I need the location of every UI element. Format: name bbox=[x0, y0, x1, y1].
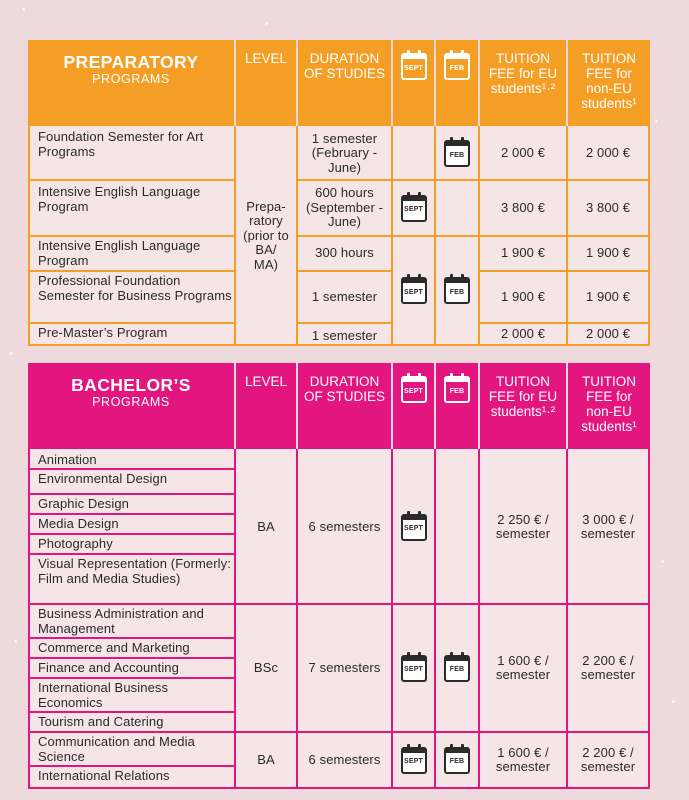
fee-non-eu-value: 2 000 € bbox=[585, 145, 631, 161]
column-header-sept bbox=[393, 363, 434, 449]
bachelors-title-cell bbox=[28, 363, 234, 449]
column-header-fee-non-eu: TUITION FEE for non-EU students¹ bbox=[568, 363, 650, 449]
preparatory-subtitle: PROGRAMS bbox=[92, 72, 170, 86]
calendar-sept-icon: SEPT bbox=[401, 195, 427, 222]
program-name: International Business Economics bbox=[38, 680, 169, 710]
program-name: Finance and Accounting bbox=[38, 660, 179, 675]
calendar-feb-icon: FEB bbox=[444, 655, 470, 682]
column-header-level: LEVEL bbox=[236, 363, 296, 449]
fee-non-eu-value: 3 000 € / semester bbox=[580, 511, 636, 541]
duration-value: 1 semester bbox=[311, 288, 378, 304]
calendar-feb-icon: FEB bbox=[444, 376, 470, 403]
program-name: Intensive English Language Program bbox=[38, 238, 201, 268]
fee-eu-value: 1 600 € / semester bbox=[495, 744, 551, 774]
program-name: Media Design bbox=[38, 516, 119, 531]
program-name: Professional Foundation Semester for Business Programs bbox=[38, 273, 232, 303]
calendar-sept-icon: SEPT bbox=[401, 514, 427, 541]
fee-eu-value: 2 250 € / semester bbox=[495, 511, 551, 541]
calendar-sept-icon: SEPT bbox=[401, 53, 427, 80]
program-name: Foundation Semester for Art Programs bbox=[38, 129, 204, 159]
fee-eu-value: 2 000 € bbox=[500, 145, 546, 161]
preparatory-programs-table bbox=[28, 40, 650, 346]
background-speck bbox=[22, 8, 25, 11]
bachelors-programs-table bbox=[28, 363, 650, 789]
fee-non-eu-value: 1 900 € bbox=[585, 288, 631, 304]
column-header-duration: DURATION OF STUDIES bbox=[298, 40, 391, 126]
background-speck bbox=[10, 352, 13, 355]
column-header-feb bbox=[436, 40, 478, 126]
calendar-feb-icon: FEB bbox=[444, 747, 470, 774]
sept-start-mark bbox=[393, 605, 434, 731]
calendar-sept-icon: SEPT bbox=[401, 277, 427, 304]
level-value: Prepa-ratory (prior to BA/ MA) bbox=[243, 198, 289, 272]
program-name: Photography bbox=[38, 536, 113, 551]
calendar-sept-icon: SEPT bbox=[401, 376, 427, 403]
preparatory-title: PREPARATORY bbox=[63, 52, 199, 72]
column-header-sept bbox=[393, 40, 434, 126]
program-name: Business Administration and Management bbox=[38, 606, 205, 636]
background-speck bbox=[655, 120, 658, 123]
program-name: Intensive English Language Program bbox=[38, 184, 201, 214]
duration-value: 6 semesters bbox=[308, 518, 381, 534]
sept-start-mark bbox=[393, 181, 434, 235]
level-value: BA bbox=[257, 751, 275, 767]
feb-start-mark bbox=[436, 128, 478, 179]
feb-start-mark bbox=[436, 237, 478, 344]
duration-value: 1 semester (February - June) bbox=[311, 130, 378, 175]
fee-non-eu-value: 2 000 € bbox=[585, 325, 631, 341]
program-name: Graphic Design bbox=[38, 496, 129, 511]
column-header-level: LEVEL bbox=[236, 40, 296, 126]
fee-non-eu-value: 1 900 € bbox=[585, 245, 631, 261]
fee-non-eu-value: 2 200 € / semester bbox=[580, 652, 636, 682]
sept-start-mark bbox=[393, 451, 434, 603]
column-header-fee-non-eu: TUITION FEE for non-EU students¹ bbox=[568, 40, 650, 126]
program-name: Pre-Master’s Program bbox=[38, 325, 168, 340]
fee-eu-value: 3 800 € bbox=[500, 199, 546, 215]
feb-start-mark bbox=[436, 605, 478, 731]
fee-non-eu-value: 2 200 € / semester bbox=[580, 744, 636, 774]
column-header-fee-eu: TUITION FEE for EU students¹·² bbox=[480, 363, 566, 449]
bachelors-title: BACHELOR’S bbox=[71, 375, 191, 395]
column-header-duration: DURATION OF STUDIES bbox=[298, 363, 391, 449]
fee-non-eu-value: 3 800 € bbox=[585, 199, 631, 215]
program-name: International Relations bbox=[38, 768, 170, 783]
sept-start-mark bbox=[393, 237, 434, 344]
calendar-feb-icon: FEB bbox=[444, 140, 470, 167]
program-name: Animation bbox=[38, 452, 97, 467]
preparatory-title-cell bbox=[28, 40, 234, 126]
calendar-feb-icon: FEB bbox=[444, 277, 470, 304]
program-name: Tourism and Catering bbox=[38, 714, 164, 729]
background-speck bbox=[14, 640, 17, 643]
program-name: Communication and Media Science bbox=[38, 734, 195, 764]
program-name: Commerce and Marketing bbox=[38, 640, 190, 655]
fee-eu-value: 1 600 € / semester bbox=[495, 652, 551, 682]
sept-start-mark bbox=[393, 733, 434, 787]
level-value: BSc bbox=[253, 659, 279, 675]
feb-start-mark bbox=[436, 733, 478, 787]
background-speck bbox=[661, 560, 664, 563]
calendar-feb-icon: FEB bbox=[444, 53, 470, 80]
calendar-sept-icon: SEPT bbox=[401, 747, 427, 774]
column-header-feb bbox=[436, 363, 478, 449]
calendar-sept-icon: SEPT bbox=[401, 655, 427, 682]
program-name: Environmental Design bbox=[38, 471, 168, 486]
bachelors-subtitle: PROGRAMS bbox=[92, 395, 170, 409]
background-speck bbox=[265, 22, 268, 25]
duration-value: 7 semesters bbox=[308, 659, 381, 675]
background-speck bbox=[672, 700, 675, 703]
duration-value: 1 semester bbox=[311, 327, 378, 343]
program-name: Visual Representation (Formerly: Film and Media Studies) bbox=[38, 556, 231, 586]
duration-value: 600 hours (September - June) bbox=[305, 185, 384, 230]
level-value: BA bbox=[257, 518, 275, 534]
duration-value: 300 hours bbox=[315, 245, 374, 261]
fee-eu-value: 1 900 € bbox=[500, 245, 546, 261]
duration-value: 6 semesters bbox=[308, 751, 381, 767]
fee-eu-value: 2 000 € bbox=[500, 325, 546, 341]
column-header-fee-eu: TUITION FEE for EU students¹·² bbox=[480, 40, 566, 126]
fee-eu-value: 1 900 € bbox=[500, 288, 546, 304]
